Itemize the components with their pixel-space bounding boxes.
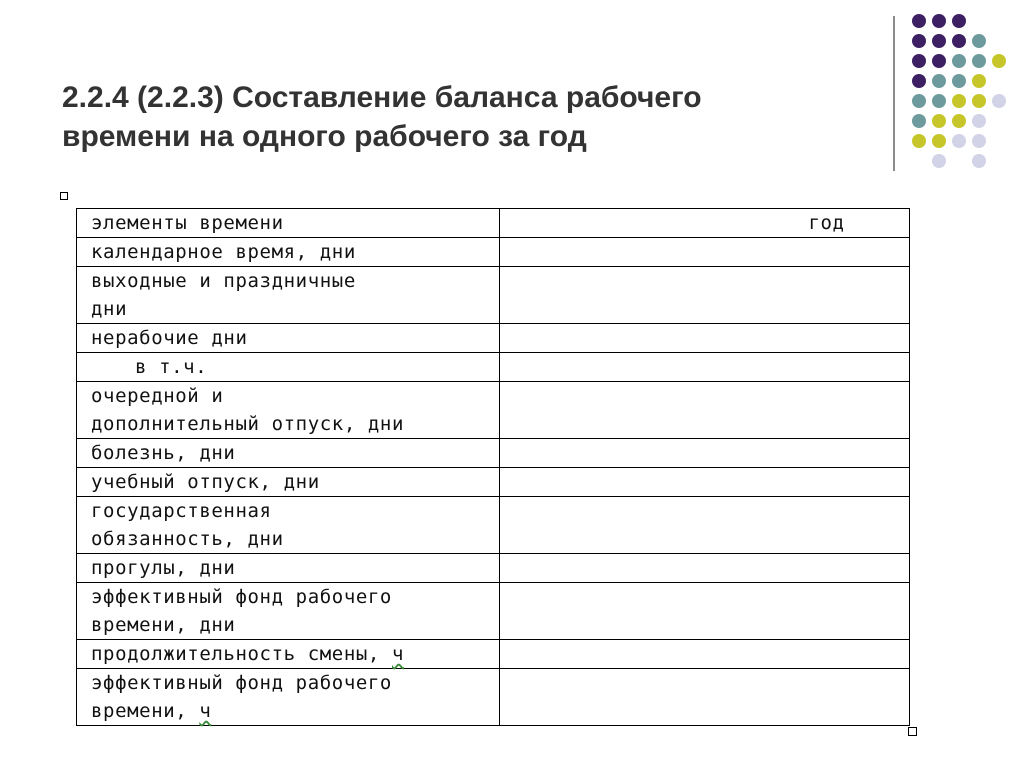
decorative-dot [932, 34, 946, 48]
header-cell-year: год [500, 209, 910, 238]
decorative-dot [912, 74, 926, 88]
table-move-handle[interactable] [60, 192, 68, 200]
decorative-dot [912, 94, 926, 108]
decorative-dot [952, 14, 966, 28]
decorative-dot [972, 134, 986, 148]
decorative-dot [932, 74, 946, 88]
decorative-dot [972, 114, 986, 128]
decorative-dot [952, 54, 966, 68]
row-label: календарное время, дни [77, 238, 500, 267]
row-label-main: времени, [91, 700, 188, 722]
decorative-dot [992, 94, 1006, 108]
row-label-line-1: эффективный фонд рабочего [91, 672, 392, 694]
decorative-dot [932, 154, 946, 168]
table-header-row [77, 209, 910, 238]
decorative-dot [972, 154, 986, 168]
row-label [77, 267, 500, 324]
table-row [77, 238, 910, 267]
row-label: болезнь, дни [77, 439, 500, 468]
row-label-unit: ч [199, 700, 212, 722]
row-label-line-2: обязанность, дни [91, 528, 284, 550]
table-resize-handle[interactable] [908, 727, 917, 736]
row-label-line-2: времени, дни [91, 614, 236, 636]
decorative-dot [972, 74, 986, 88]
row-value-cell[interactable] [500, 238, 910, 267]
row-value-cell[interactable] [500, 439, 910, 468]
table-row [77, 382, 910, 439]
row-value-cell[interactable] [500, 353, 910, 382]
decorative-dot [972, 54, 986, 68]
row-label: в т.ч. [77, 353, 500, 382]
row-label-line-2: дни [91, 298, 128, 320]
decorative-dot [932, 54, 946, 68]
row-value-cell[interactable] [500, 497, 910, 554]
row-value-cell[interactable] [500, 468, 910, 497]
slide-title-line-2: времени на одного рабочего за год [62, 120, 587, 153]
decorative-dot [972, 94, 986, 108]
decorative-dot [932, 114, 946, 128]
table-row [77, 468, 910, 497]
table-row [77, 497, 910, 554]
decorative-dot [932, 14, 946, 28]
row-label-main: продолжительность смены, [91, 643, 380, 665]
table-row [77, 439, 910, 468]
row-label [77, 583, 500, 640]
table-row [77, 353, 910, 382]
decorative-dot [992, 54, 1006, 68]
decorative-dot [972, 34, 986, 48]
table-row [77, 583, 910, 640]
slide-title [62, 78, 862, 156]
decorative-dot [952, 74, 966, 88]
row-label-unit: ч [391, 643, 405, 665]
decorative-dot [912, 134, 926, 148]
table-row [77, 324, 910, 353]
row-value-cell[interactable] [500, 382, 910, 439]
row-label: нерабочие дни [77, 324, 500, 353]
row-value-cell[interactable] [500, 583, 910, 640]
decorative-dot [932, 94, 946, 108]
decorative-dot [912, 34, 926, 48]
row-label: прогулы, дни [77, 554, 500, 583]
row-label-line-2: дополнительный отпуск, дни [91, 413, 405, 435]
decorative-dot [912, 114, 926, 128]
row-value-cell[interactable] [500, 554, 910, 583]
decorative-dot [952, 34, 966, 48]
decorative-divider [893, 16, 895, 171]
row-value-cell[interactable] [500, 267, 910, 324]
work-time-balance-table [76, 208, 910, 726]
decorative-dot [952, 114, 966, 128]
decorative-dot [952, 134, 966, 148]
row-value-cell[interactable] [500, 324, 910, 353]
row-label-line-1: выходные и праздничные [91, 270, 356, 292]
row-label [77, 669, 500, 726]
row-label [77, 382, 500, 439]
table-row [77, 554, 910, 583]
table-row [77, 267, 910, 324]
row-label-line-1: очередной и [91, 385, 224, 407]
table-row [77, 669, 910, 726]
row-value-cell[interactable] [500, 640, 910, 669]
decorative-dot [912, 14, 926, 28]
row-label: учебный отпуск, дни [77, 468, 500, 497]
row-label [77, 640, 500, 669]
row-label-line-1: эффективный фонд рабочего [91, 586, 392, 608]
decorative-dot [932, 134, 946, 148]
row-label-line-2 [91, 697, 493, 725]
decorative-dot [952, 94, 966, 108]
row-value-cell[interactable] [500, 669, 910, 726]
table-row [77, 640, 910, 669]
decorative-dot [912, 54, 926, 68]
row-label [77, 497, 500, 554]
row-label-line-1: государственная [91, 500, 272, 522]
header-cell-elements: элементы времени [77, 209, 500, 238]
slide-title-line-1: 2.2.4 (2.2.3) Составление баланса рабочего [62, 81, 702, 114]
